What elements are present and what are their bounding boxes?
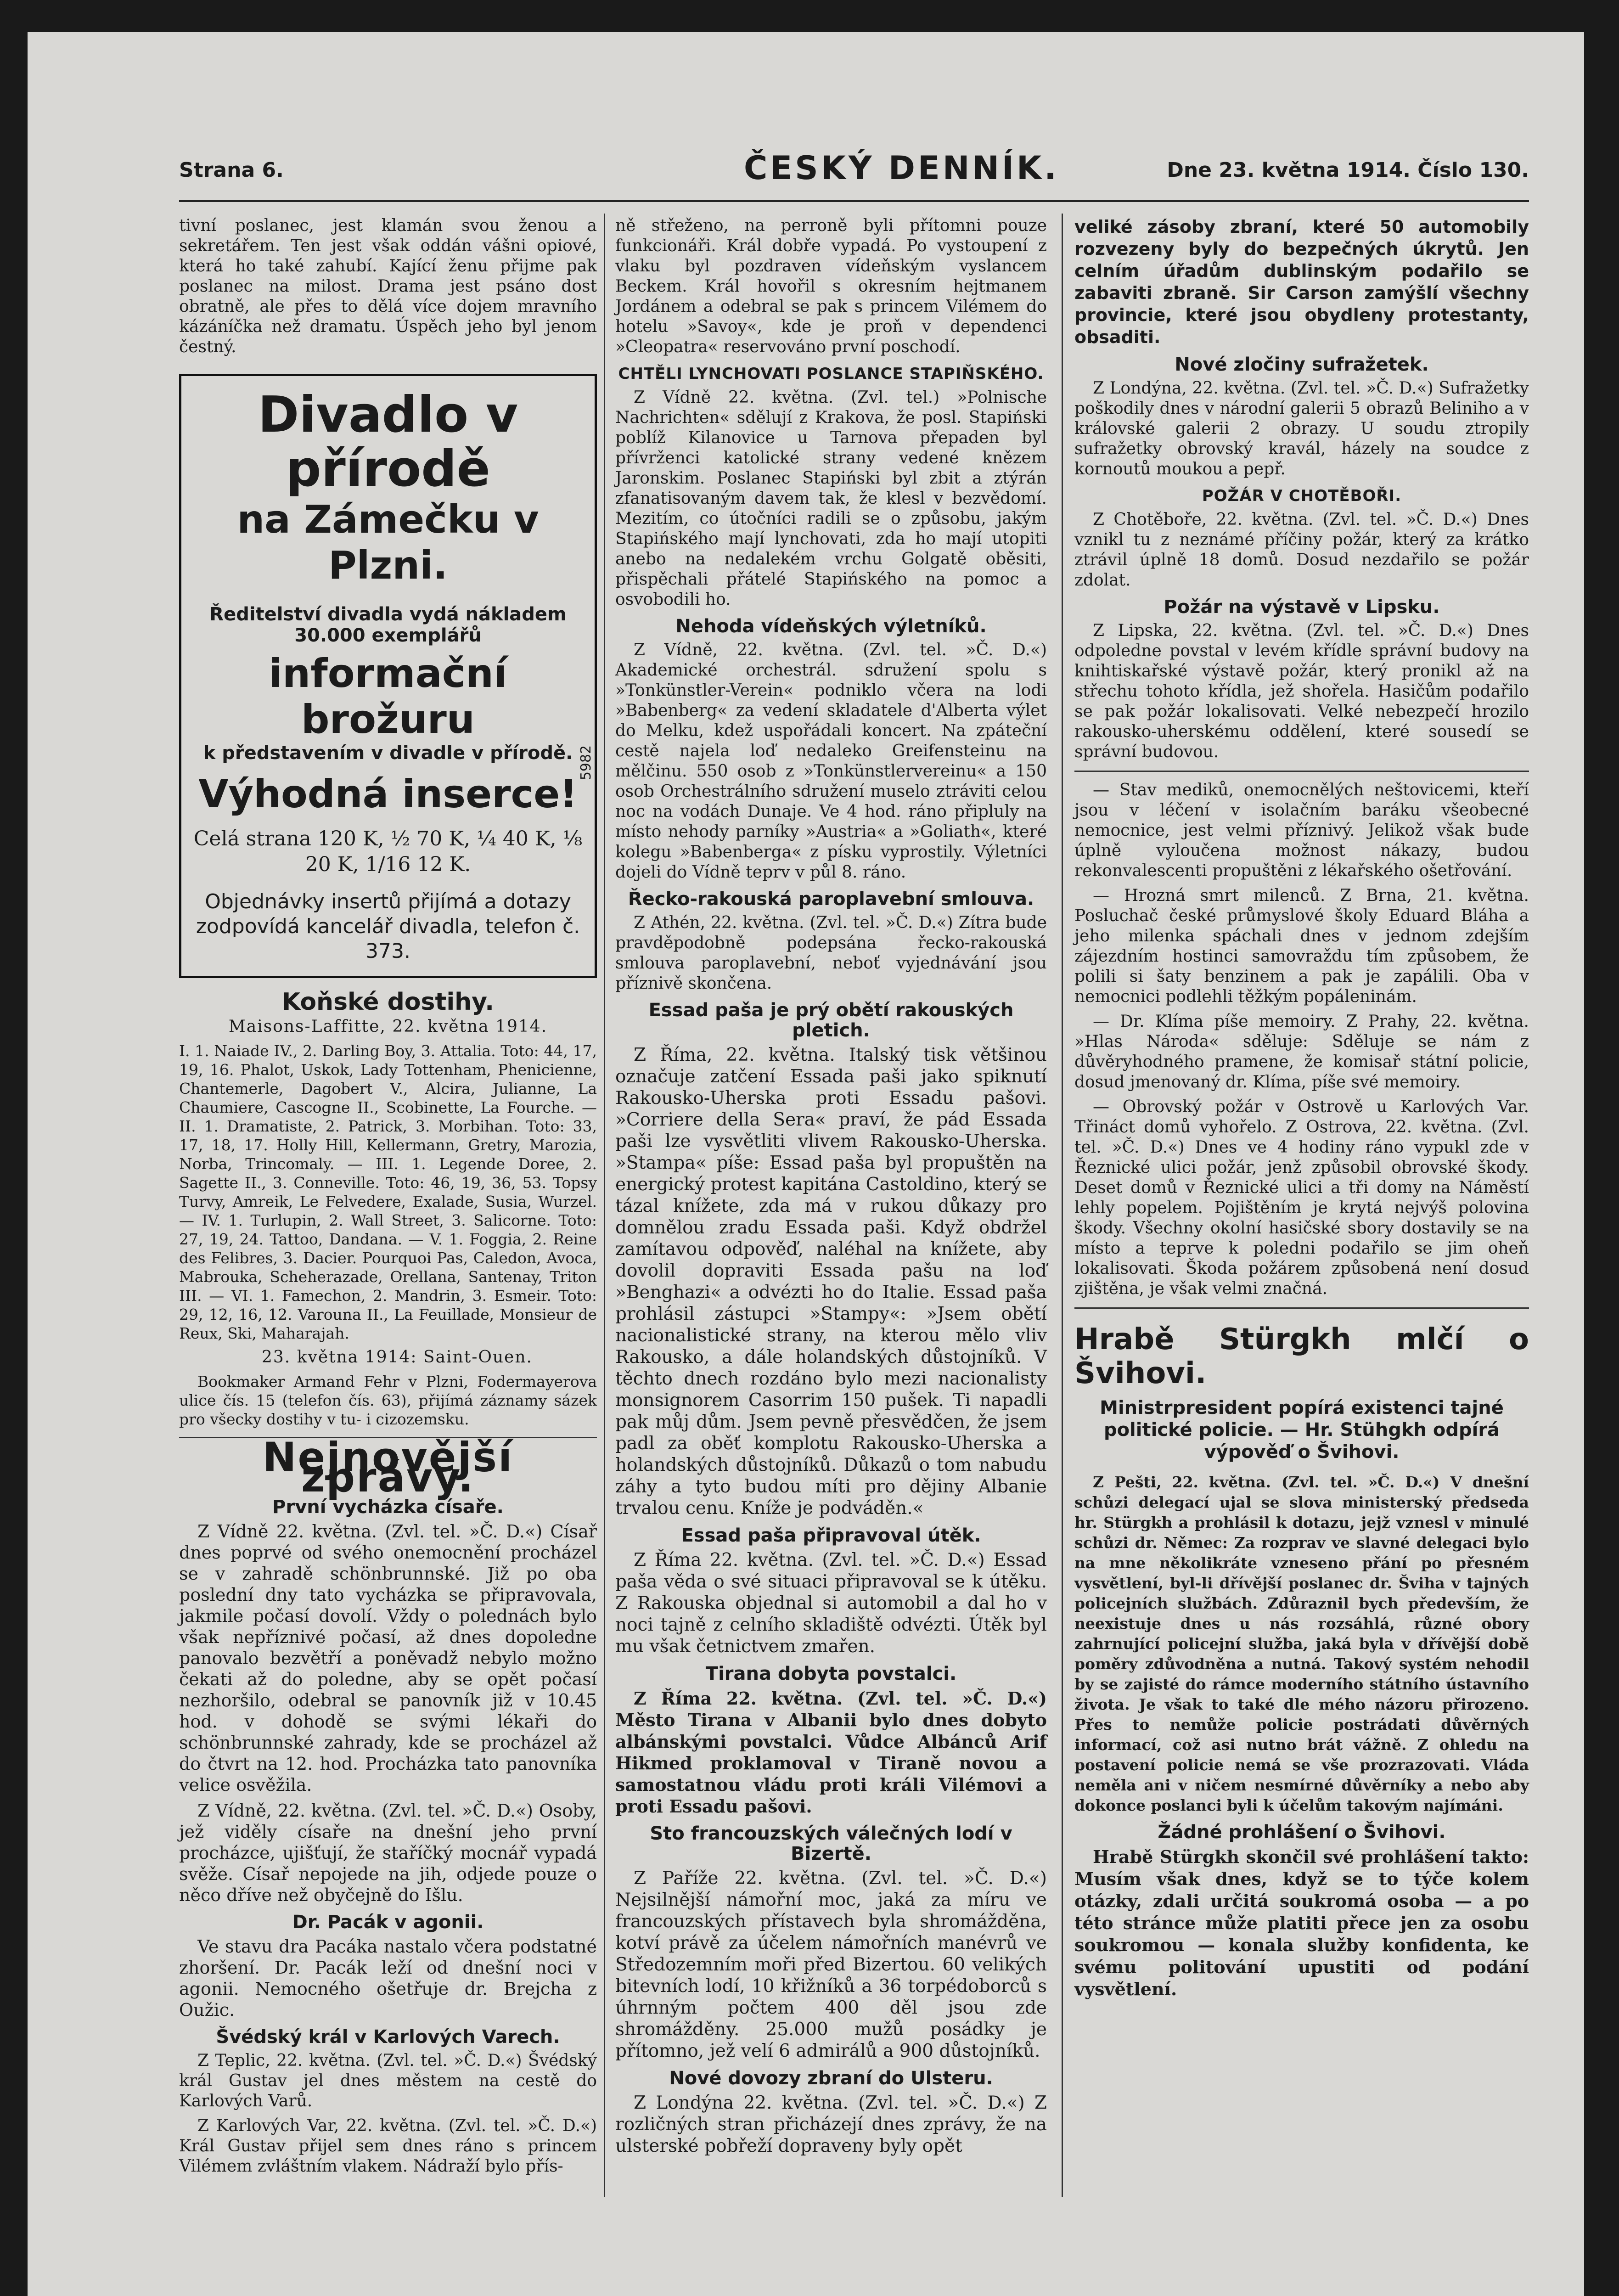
article-heading: Hrabě Stürgkh mlčí o Švihovi. (1074, 1322, 1529, 1390)
page-number: Strana 6. (179, 158, 284, 182)
race-results: I. 1. Naiade IV., 2. Darling Boy, 3. Attalia. Toto: 44, 17, 19, 16. Phalot, Uskok, Lady Tottenham, Phenicienne, Chantemerle, Dagobert V., Alcira, Julianne, La Chaumiere, Cascogne II., Scobinette, La Fourche. — II. 1. Dramatiste, 2. Patrick, 3. Morbihan. Toto: 33, 17, 18, 17. Holly Hill, Kellermann, Gretry, Marozia, Norba, Trincomaly. — III. 1. Legende Doree, 2. Sagette II., 3. Conneville. Toto: 46, 19, 36, 53. Topsy Turvy, Amreik, Le Felvedere, Exalade, Susia, Wurzel. — IV. 1. Turlupin, 2. Wall Street, 3. Salicorne. Toto: 27, 19, 24. Tattoo, Dandana. — V. 1. Foggia, 2. Reine des Felibres, 3. Dacier. Pourquoi Pas, Caledon, Avoca, Mabrouka, Scheherazade, Orellana, Santenay, Triton III. — VI. 1. Famechon, 2. Mandrin, 3. Esmeir. Toto: 29, 12, 16, 12. Varouna II., La Feuillade, Monsieur de Reux, Ski, Maharajah. (179, 1042, 597, 1342)
paragraph: Z Říma 22. května. (Zvl. tel. »Č. D.«) Město Tirana v Albanii bylo dnes dobyto albánskými povstalci. Vůdce Albánců Arif Hikmed proklamoval v Tiraně novou a samostatnou vládu proti králi Vilémovi a proti Essadu pašovi. (615, 1688, 1047, 1817)
paragraph: Z Londýna 22. května. (Zvl. tel. »Č. D.«) Z rozličných stran přicházejí dnes zprávy, že na ulsterské pobřeží dopraveny byly opět (615, 2093, 1047, 2156)
paragraph: Z Paříže 22. května. (Zvl. tel. »Č. D.«) Nejsilnější námořní moc, jaká za míru ve francouzských přístavech byla shromážděna, kotví právě za účelem námořních manévrů ve Středozemním moři před Bizertou. 60 velikých bitevních lodí, 10 křižníků a 36 torpédoborců s úhrnným počtem 400 děl jsou zde shromážděny. 25.000 mužů posádky je přítomno, jež velí 6 admirálů a 900 důstojníků. (615, 1868, 1047, 2061)
paragraph: — Obrovský požár v Ostrově u Karlových Var. Třináct domů vyhořelo. Z Ostrova, 22. května. (Zvl. tel. »Č. D.«) Dnes ve 4 hodiny ráno vypukl zde v Řeznické ulici požár, jenž způsobil obrovské škody. Deset domů v Řeznické ulici a tři domy na Náměstí lehly popelem. Pojištěním je krytá nejvýš polovina škody. Všechny okolní hasičské sbory dostavily se na místo a teprve k poledni podařilo se jim oheň lokalisovati. Škoda požárem způsobená není dosud zjištěna, je však velmi značná. (1074, 1097, 1529, 1298)
dateline: Maisons-Laffitte, 22. května 1914. (228, 1017, 548, 1036)
paragraph: tivní poslanec, jest klamán svou ženou a sekretářem. Ten jest však oddán vášni opiové, která ho také zahubí. Kající ženu přijme pak poslanec na milost. Drama jest psáno dost obratně, ale přes to dělá více dojem mravního kázáníčka než dramatu. Úspěch jeho byl jenom čestný. (179, 216, 597, 356)
dateline: 23. května 1914: Saint-Ouen. (262, 1348, 533, 1367)
ad-contact: Objednávky insertů přijímá a dotazy zodpovídá kancelář divadla, telefon č. 373. (196, 890, 580, 963)
ad-text: k představením v divadle v přírodě. (203, 743, 573, 764)
article-subheading: Ministrpresident popírá existenci tajné politické policie. — Hr. Stühgkh odpírá výpověď o Švihovi. (1100, 1397, 1504, 1463)
page-header (179, 149, 1529, 202)
ad-prices: Celá strana 120 K, ½ 70 K, ¼ 40 K, ⅛ 20 K, 1/16 12 K. (193, 827, 583, 876)
section-title: Koňské dostihy. (281, 988, 495, 1016)
section-title: Nejnovější zprávy. (262, 1434, 514, 1501)
paragraph: ně střeženo, na perroně byli přítomni pouze funkcionáři. Král dobře vypadá. Po vystoupení z vlaku byl pozdraven vídeňským vyslancem Beckem. Král hovořil s okresním hejtmanem Jordánem a odebral se pak s princem Vilémem do hotelu »Savoy«, kde je proň v dependenci »Cleopatra« reservováno první poschodí. (615, 216, 1047, 356)
ad-subtitle: na Zámečku v Plzni. (237, 497, 539, 588)
article-heading: Švédský král v Karlových Varech. (216, 2026, 560, 2048)
article-heading: Nové zločiny sufražetek. (1175, 354, 1429, 375)
theatre-advertisement (179, 374, 597, 978)
column-divider (604, 214, 605, 2197)
paragraph: Z Londýna, 22. května. (Zvl. tel. »Č. D.«) Sufražetky poškodily dnes v národní galerii 5 obrazů Beliniho a v královské galerii 2 obrazy. U soudu ztropily sufražetky obrovský kravál, házely na soudce z kornoutů moukou a pepř. (1074, 379, 1529, 478)
paragraph: Ve stavu dra Pacáka nastalo včera podstatné zhoršení. Dr. Pacák leží od dnešní noci v agonii. Nemocného ošetřuje dr. Brejcha z Oužic. (179, 1936, 597, 2020)
article-heading: Essad paša připravoval útěk. (681, 1525, 981, 1546)
ad-number: 5982 (578, 745, 594, 781)
paragraph: Z Lipska, 22. května. (Zvl. tel. »Č. D.«) Dnes odpoledne povstal v levém křídle správní budovy na knihtiskařské výstavě požár, který pronikl až na střechu tohoto křídla, jež shořela. Hasičům podařilo se pak požár lokalisovati. Velké nebezpečí hrozilo rakousko-uherskému oddělení, které sousedí se správní budovou. (1074, 621, 1529, 761)
article-heading: Požár na výstavě v Lipsku. (1164, 597, 1440, 618)
ad-text: Ředitelství divadla vydá nákladem 30.000 exemplářů (209, 604, 567, 646)
article-heading: Nehoda vídeňských výletníků. (675, 616, 987, 637)
paragraph: Z Vídně, 22. května. (Zvl. tel. »Č. D.«) Akademické orchestrál. sdružení spolu s »Tonkünstler-Verein« podniklo včera na lodi »Babenberg« za vedení skladatele d'Alberta výlet do Melku, kdež uspořádali koncert. Na zpáteční cestě najela loď nedaleko Greifensteinu na mělčinu. 550 osob z »Tonkünstlervereinu« a 150 osob Orchestrálního sdružení muselo ztráviti celou noc na vodách Dunaje. Ve 4 hod. ráno připluly na místo nehody parníky »Austria« a »Goliath«, které kolegu »Babenberga« z písku vyprostily. Výletníci dojeli do Vídně teprv v půl 8. ráno. (615, 641, 1047, 882)
article-heading: Dr. Pacák v agonii. (292, 1912, 484, 1933)
paragraph: Hrabě Stürgkh skončil své prohlášení takto: Musím však dnes, když se to týče kolem otázky, zdali určitá soukromá osoba — a po této stránce může platiti přece jen za osobu soukromou — konala služby konfidenta, ke svému politování upustiti od podání vysvětlení. (1074, 1846, 1529, 1999)
article-heading: Essad paša je prý obětí rakouských pletich. (648, 1000, 1014, 1041)
column-divider (1062, 214, 1063, 2197)
article-heading: Sto francouzských válečných lodí v Bizertě. (650, 1823, 1012, 1864)
paragraph: Z Říma 22. května. (Zvl. tel. »Č. D.«) Essad paša věda o své situaci připravoval se k útěku. Z Rakouska objednal si automobil a dal ho v noci tajně z celního skladiště odvézti. Útěk byl mu však četnictvem zmařen. (615, 1550, 1047, 1657)
issue-date: Dne 23. května 1914. Číslo 130. (1167, 158, 1529, 182)
paragraph: Z Athén, 22. května. (Zvl. tel. »Č. D.«) Zítra bude pravděpodobně podepsána řecko-rakouská smlouva paroplavební, neboť vyjednávání jsou příznivě skončena. (615, 913, 1047, 993)
paragraph: Z Karlových Var, 22. května. (Zvl. tel. »Č. D.«) Král Gustav přijel sem dnes ráno s princem Vilémem zvláštním vlakem. Nádraží bylo přís- (179, 2116, 597, 2176)
paragraph: Z Pešti, 22. května. (Zvl. tel. »Č. D.«) V dnešní schůzi delegací ujal se slova ministerský předseda hr. Stürgkh a prohlásil k dotazu, jejž vznesl v minulé schůzi dr. Němec: Za rozprav ve slavné delegaci bylo na mne několikráte vzneseno přání po přesném vysvětlení, byl-li dřívější poslanec dr. Šviha v tajných policejních službách. Zdůraznil bych především, že neexistuje dnes u nás rozsáhlá, různé obory zahrnující policejní služba, jaká byla v dřívější době poměry zdůvodněna a nutná. Takový systém nehodil by se zajisté do rámce moderního státního ústavního života. Je však to také dle mého názoru přirozeno. Přes to nemůže policie postrádati důvěrných informací, což asi nutno brát vážně. Z ohledu na postavení policie nemá se vše prozrazovati. Vláda neměla ani v ničem nesmírné důvěrníky a nebo aby dokonce poslanci byli k účelům takovým najímáni. (1074, 1473, 1529, 1814)
column-2 (615, 216, 1047, 2161)
paragraph: Z Vídně 22. května. (Zvl. tel. »Č. D.«) Císař dnes poprvé od svého onemocnění procházel se v zahradě schönbrunnské. Již po oba poslední dny tato vycházka se připravovala, jakmile počasí dovolí. Vždy o polednách bylo však nepříznivé počasí, až dnes dopoledne panovalo bezvětří a poněvadž nebylo možno čekati až do poledne, aby se opět počasí nezhoršilo, odebral se panovník již v 10.45 hod. v dohodě se svými lékaři do schönbrunnské zahrady, kde se procházel až do čtvrt na 12. hod. Procházka tato panovníka velice osvěžila. (179, 1521, 597, 1795)
masthead-title: ČESKÝ DENNÍK. (744, 149, 1059, 187)
article-heading: Řecko-rakouská paroplavební smlouva. (628, 889, 1034, 910)
article-heading: První vycházka císaře. (272, 1497, 504, 1518)
ad-headline: Výhodná inserce! (198, 771, 578, 816)
article-heading: CHTĚLI LYNCHOVATI POSLANCE STAPIŇSKÉHO. (618, 365, 1044, 383)
paragraph: Z Vídně 22. května. (Zvl. tel.) »Polnische Nachrichten« sdělují z Krakova, že posl. Stapiński poblíž Kilanovice u Tarnova přepaden byl přívrženci katolické strany vedené knězem Jaronskim. Poslanec Stapiński byl zbit a ztýrán zfanatisovaným davem tak, že klesl v bezvědomí. Mezitím, co útočníci radili se o způsobu, jakým Stapińského mají lynchovati, zda ho mají utopiti anebo na nedalekém vrchu Golgatě oběsiti, přispěchali přátelé Stapińského na pomoc a osvobodili ho. (615, 388, 1047, 609)
paragraph: — Stav mediků, onemocnělých neštovicemi, kteří jsou v léčení v isolačním baráku všeobecné nemocnice, jest velmi příznivý. Jelikož však bude úplně vyloučena možnost nákazy, budou rekonvalescenti propuštěni z lékařského ošetřování. (1074, 781, 1529, 880)
paragraph: Z Chotěboře, 22. května. (Zvl. tel. »Č. D.«) Dnes vznikl tu z neznámé příčiny požár, který za krátko ztrávil úplně 18 domů. Dosud nezdařilo se požár zdolat. (1074, 510, 1529, 590)
paragraph: Z Říma, 22. května. Italský tisk většinou označuje zatčení Essada paši jako spiknutí Rakousko-Uherska proti Essadu pašovi. »Corriere della Sera« praví, že pád Essada paši lze vysvětliti vlivem Rakousko-Uherska. »Stampa« píše: Essad paša byl propuštěn na energický protest kapitána Castoldino, který se tázal knížete, zda má v rukou důkazy pro domnělou zradu Essada paši. Když obdržel zamítavou odpověď, naléhal na knížete, aby dovolil dopraviti Essada pašu na loď »Benghazi« a odvézti ho do Italie. Essad paša prohlásil zástupci »Stampy«: »Jsem obětí nacionalistické strany, na kterou mělo vliv Rakousko, a dále holandských důstojníků. V těchto dnech rozdáno bylo mezi nacionalisty monsignorem Casorrim 150 pušek. Ti napadli pak můj dům. Jsem pevně přesvědčen, že jsem padl za oběť komplotu Rakousko-Uherska a holandských důstojníků. Důkazů o tom nabudu záhy a tyto budou míti pro dějiny Albanie trvalou cenu. Kníže je podváděn.« (615, 1045, 1047, 1519)
article-heading: Tirana dobyta povstalci. (705, 1663, 957, 1684)
newspaper-page (28, 32, 1584, 2296)
paragraph: Z Vídně, 22. května. (Zvl. tel. »Č. D.«) Osoby, jež viděly císaře na dnešní jeho první procházce, ujišťují, že staříčký mocnář vypadá svěže. Císař nepojede na jih, odjede pouze o něco dříve než obyčejně do Išlu. (179, 1801, 597, 1905)
paragraph: — Dr. Klíma píše memoiry. Z Prahy, 22. května. »Hlas Národa« sděluje: Sděluje se nám z důvěryhodného pramene, že komisař státní policie, dosud jmenovaný dr. Klíma, píše své memoiry. (1074, 1012, 1529, 1092)
divider (1074, 1307, 1529, 1309)
article-heading: POŽÁR V CHOTĚBOŘI. (1202, 487, 1402, 505)
paragraph: — Hrozná smrt milenců. Z Brna, 21. května. Posluchač české průmyslové školy Eduard Bláha a jeho milenka spáchali dnes v jednom zdejším zájezdním hostinci samovraždu tím způsobem, že polili si šaty benzinem a pak je zapálili. Oba v nemocnici podlehli těžkým popáleninám. (1074, 886, 1529, 1006)
column-1 (179, 216, 597, 2181)
ad-headline: informační brožuru (269, 651, 507, 743)
paragraph: Z Teplic, 22. května. (Zvl. tel. »Č. D.«) Švédský král Gustav jel dnes městem na cestě do Karlových Varů. (179, 2051, 597, 2110)
column-3 (1074, 216, 1529, 2005)
divider (1074, 771, 1529, 772)
article-heading: Nové dovozy zbraní do Ulsteru. (669, 2068, 993, 2089)
article-heading: Žádné prohlášení o Švihovi. (1158, 1822, 1446, 1843)
ad-title: Divadlo v přírodě (258, 386, 518, 498)
paragraph: veliké zásoby zbraní, které 50 automobily rozvezeny byly do bezpečných úkrytů. Jen celním úřadům dublinským podařilo se zabaviti zbraně. Sir Carson zamýšlí všechny provincie, které jsou obydleny protestanty, obsaditi. (1074, 217, 1529, 347)
bookmaker-notice: Bookmaker Armand Fehr v Plzni, Fodermayerova ulice čís. 15 (telefon čís. 63), přijímá záznamy sázek pro všecky dostihy v tu- i cizozemsku. (179, 1373, 597, 1428)
